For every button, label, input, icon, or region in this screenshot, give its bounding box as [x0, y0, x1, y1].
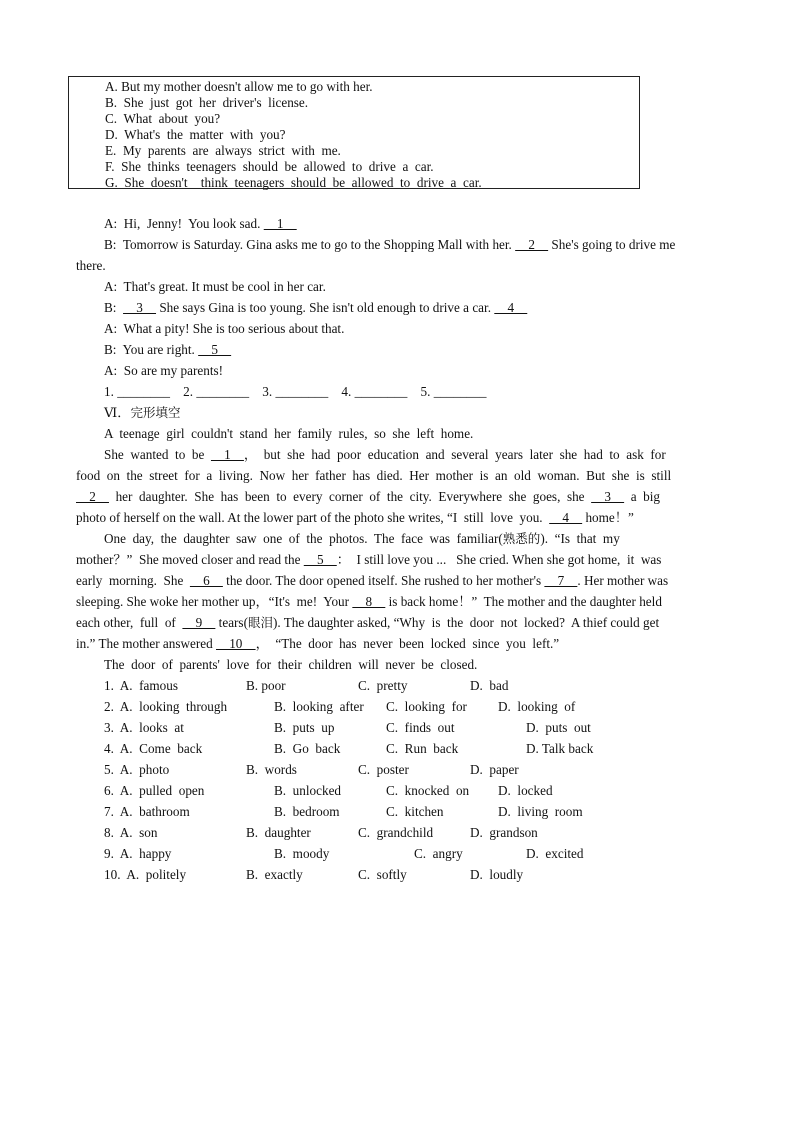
choice-c[interactable]: C. angry	[414, 846, 463, 861]
blank-5[interactable]: 5	[198, 342, 232, 357]
question-4: 4. A. Come back B. Go back C. Run back D. Talk back	[104, 739, 664, 759]
choice-c[interactable]: C. grandchild	[358, 825, 434, 840]
option-b: B. She just got her driver's license.	[105, 95, 309, 110]
question-10: 10. A. politely B. exactly C. softly D. loudly	[104, 865, 664, 885]
passage-p3-line4: sleeping. She woke her mother up，“It's me! Your 8 is back home！” The mother and the daughter held	[76, 594, 662, 609]
dialogue-line-7: A: So are my parents!	[104, 363, 224, 378]
passage-p3-line5: each other, full of 9 tears(眼泪). The daughter asked, “Why is the door not locked? A thief could get	[76, 615, 660, 630]
choice-c[interactable]: C. knocked on	[386, 783, 470, 798]
choice-d[interactable]: D. Talk back	[526, 741, 594, 756]
blank-4[interactable]: 4	[494, 300, 528, 315]
choice-d[interactable]: D. looking of	[498, 699, 576, 714]
question-5: 5. A. photo B. words C. poster D. paper	[104, 760, 664, 780]
choice-c[interactable]: C. kitchen	[386, 804, 444, 819]
choice-d[interactable]: D. locked	[498, 783, 553, 798]
choice-b[interactable]: B. puts up	[274, 720, 335, 735]
dialogue-line-3: A: That's great. It must be cool in her car.	[104, 279, 326, 294]
blank-c10[interactable]: 10	[216, 636, 256, 651]
passage-p2-line4: photo of herself on the wall. At the lower part of the photo she writes, “I still love you. 4 home！”	[76, 510, 634, 525]
option-d: D. What's the matter with you?	[105, 127, 286, 142]
dialogue-line-2-text: B: Tomorrow is Saturday. Gina asks me to go to the Shopping Mall with her. 2 She's going to drive me	[104, 237, 676, 252]
option-f: F. She thinks teenagers should be allowed to drive a car.	[105, 159, 434, 174]
choice-b[interactable]: B. poor	[246, 678, 286, 693]
question-9: 9. A. happy B. moody C. angry D. excited	[104, 844, 664, 864]
choice-b[interactable]: B. words	[246, 762, 297, 777]
choice-c[interactable]: C. finds out	[386, 720, 455, 735]
question-2: 2. A. looking through B. looking after C. looking for D. looking of	[104, 697, 664, 717]
option-e: E. My parents are always strict with me.	[105, 143, 341, 158]
passage-p2-line3: 2 her daughter. She has been to every corner of the city. Everywhere she goes, she 3 a big	[76, 489, 661, 504]
question-7: 7. A. bathroom B. bedroom C. kitchen D. living room	[104, 802, 664, 822]
question-6: 6. A. pulled open B. unlocked C. knocked on D. locked	[104, 781, 664, 801]
choice-c[interactable]: C. pretty	[358, 678, 408, 693]
choice-c[interactable]: C. softly	[358, 867, 407, 882]
dialogue-line-5: A: What a pity! She is too serious about that.	[104, 321, 345, 336]
choice-d[interactable]: D. puts out	[526, 720, 591, 735]
question-8: 8. A. son B. daughter C. grandchild D. grandson	[104, 823, 664, 843]
blank-c1[interactable]: 1	[210, 447, 244, 462]
passage-p4: The door of parents' love for their children will never be closed.	[104, 657, 478, 672]
blank-c4[interactable]: 4	[549, 510, 583, 525]
dialogue-line-1: A: Hi, Jenny! You look sad. 1	[104, 216, 297, 231]
choice-b[interactable]: B. bedroom	[274, 804, 340, 819]
blank-3[interactable]: 3	[123, 300, 157, 315]
choice-d[interactable]: D. excited	[526, 846, 584, 861]
passage-p3-line2: mother？” She moved closer and read the 5 ： I still love you ... She cried. When she got home, it was	[76, 552, 662, 567]
options-box	[68, 76, 640, 189]
choice-b[interactable]: B. looking after	[274, 699, 364, 714]
blank-c9[interactable]: 9	[182, 615, 216, 630]
question-1: 1. A. famous B. poor C. pretty D. bad	[104, 676, 664, 696]
choice-c[interactable]: C. looking for	[386, 699, 467, 714]
blank-c7[interactable]: 7	[544, 573, 578, 588]
option-a: A. But my mother doesn't allow me to go with her.	[105, 79, 373, 94]
section-heading: Ⅵ．完形填空	[104, 405, 181, 420]
passage-p3-line1: One day, the daughter saw one of the photos. The face was familiar(熟悉的). “Is that my	[104, 531, 620, 546]
choice-b[interactable]: B. Go back	[274, 741, 341, 756]
blank-c5[interactable]: 5	[303, 552, 337, 567]
choice-b[interactable]: B. unlocked	[274, 783, 342, 798]
answer-blanks[interactable]: 1. ________ 2. ________ 3. ________ 4. ________ 5. ________	[104, 384, 487, 399]
choice-d[interactable]: D. living room	[498, 804, 583, 819]
passage-p2-line2: food on the street for a living. Now her father has died. Her mother is an old woman. But she is still	[76, 468, 672, 483]
option-c: C. What about you?	[105, 111, 221, 126]
blank-c6[interactable]: 6	[189, 573, 223, 588]
choice-d[interactable]: D. loudly	[470, 867, 524, 882]
choice-b[interactable]: B. moody	[274, 846, 330, 861]
blank-2[interactable]: 2	[515, 237, 549, 252]
blank-c8[interactable]: 8	[352, 594, 386, 609]
blank-c3[interactable]: 3	[591, 489, 625, 504]
dialogue-line-2-cont: there.	[76, 258, 106, 273]
choice-b[interactable]: B. exactly	[246, 867, 303, 882]
choice-d[interactable]: D. bad	[470, 678, 509, 693]
dialogue-line-4: B: 3 She says Gina is too young. She isn't old enough to drive a car. 4	[104, 300, 528, 315]
dialogue-line-6: B: You are right. 5	[104, 342, 232, 357]
choice-d[interactable]: D. grandson	[470, 825, 538, 840]
passage-p3-line3: early morning. She 6 the door. The door opened itself. She rushed to her mother's 7 . Her mother was	[76, 573, 669, 588]
choice-c[interactable]: C. Run back	[386, 741, 459, 756]
passage-p1: A teenage girl couldn't stand her family rules, so she left home.	[104, 426, 474, 441]
choice-d[interactable]: D. paper	[470, 762, 519, 777]
passage-p3-line6: in.” The mother answered 10 ， “The door has never been locked since you left.”	[76, 636, 560, 651]
passage-p2-line1: She wanted to be 1 ， but she had poor education and several years later she had to ask for	[104, 447, 666, 462]
blank-1[interactable]: 1	[263, 216, 297, 231]
question-3: 3. A. looks at B. puts up C. finds out D. puts out	[104, 718, 664, 738]
blank-c2[interactable]: 2	[76, 489, 109, 504]
choice-b[interactable]: B. daughter	[246, 825, 311, 840]
choice-c[interactable]: C. poster	[358, 762, 409, 777]
option-g: G. She doesn't think teenagers should be allowed to drive a car.	[105, 175, 482, 190]
